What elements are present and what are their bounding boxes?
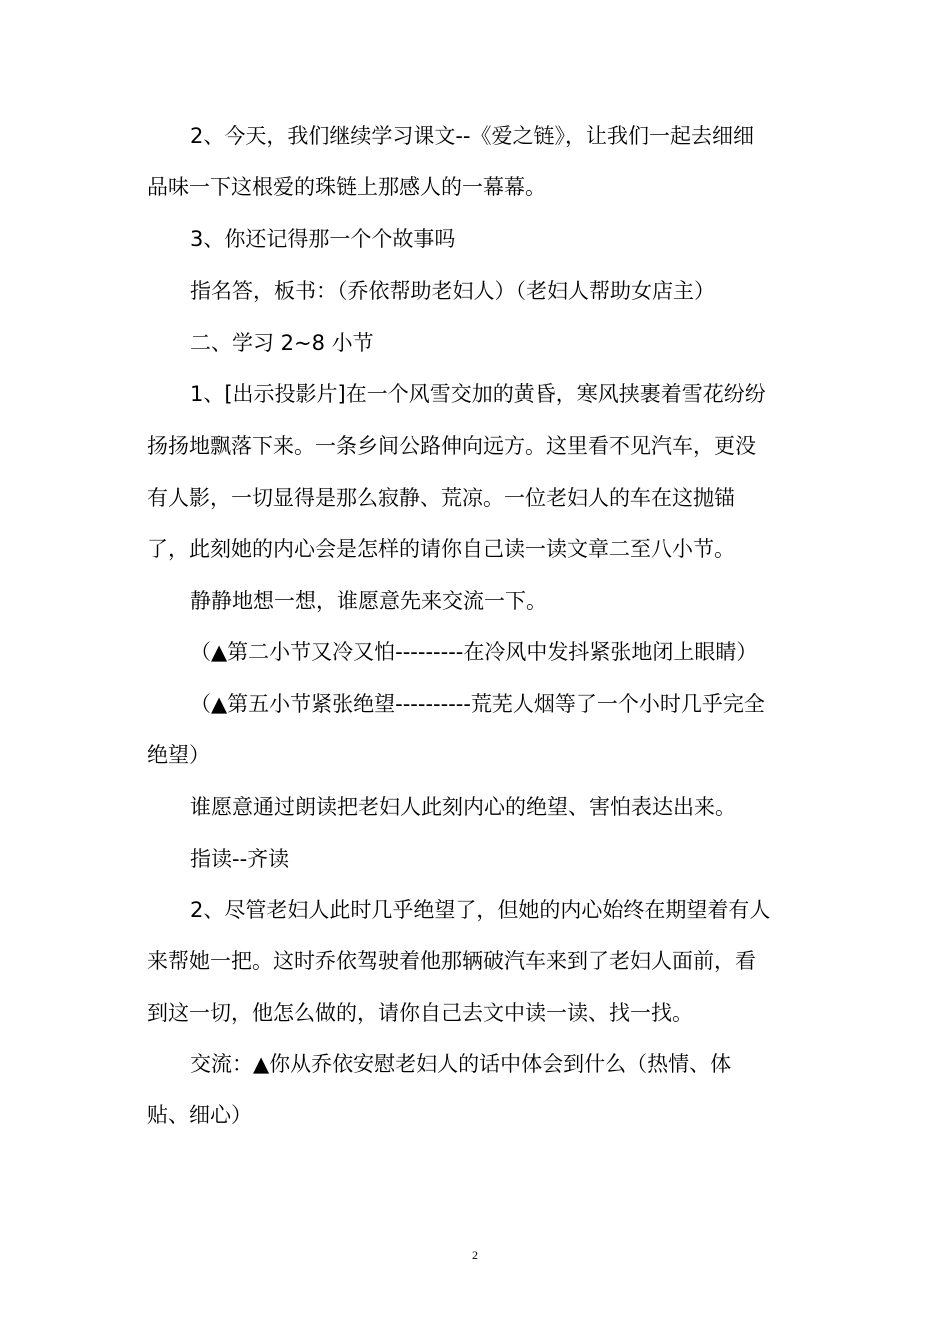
text-line: （▲第二小节又冷又怕---------在冷风中发抖紧张地闭上眼睛） (190, 640, 758, 664)
text-line: 交流：▲你从乔依安慰老妇人的话中体会到什么（热情、体 (190, 1052, 732, 1076)
text-line: 扬扬地飘落下来。一条乡间公路伸向远方。这里看不见汽车，更没 (147, 434, 756, 458)
text-line: 品味一下这根爱的珠链上那感人的一幕幕。 (147, 175, 546, 199)
section-heading: 二、学习 2~8 小节 (190, 331, 374, 355)
text-line: 谁愿意通过朗读把老妇人此刻内心的绝望、害怕表达出来。 (190, 795, 736, 819)
text-line: 到这一切，他怎么做的，请你自己去文中读一读、找一找。 (147, 1001, 693, 1025)
text-line: 静静地想一想，谁愿意先来交流一下。 (190, 589, 547, 613)
text-line: 3、你还记得那一个个故事吗 (190, 227, 456, 251)
text-line: 2、今天，我们继续学习课文--《爱之链》，让我们一起去细细 (190, 124, 755, 148)
text-line: 来帮她一把。这时乔依驾驶着他那辆破汽车来到了老妇人面前，看 (147, 949, 756, 973)
text-line: 2、尽管老妇人此时几乎绝望了，但她的内心始终在期望着有人 (190, 898, 771, 922)
text-line: 绝望） (147, 743, 210, 767)
text-line: 指读--齐读 (190, 847, 290, 871)
page-number: 2 (472, 1248, 478, 1262)
text-line: （▲第五小节紧张绝望----------荒芜人烟等了一个小时几乎完全 (190, 692, 765, 716)
text-line: 有人影，一切显得是那么寂静、荒凉。一位老妇人的车在这抛锚 (147, 486, 735, 510)
text-line: 1、[出示投影片]在一个风雪交加的黄昏，寒风挟裹着雪花纷纷 (190, 382, 766, 406)
text-line: 指名答，板书：（乔依帮助老妇人）（老妇人帮助女店主） (190, 279, 715, 303)
text-line: 贴、细心） (147, 1103, 252, 1127)
text-line: 了，此刻她的内心会是怎样的请你自己读一读文章二至八小节。 (147, 537, 735, 561)
